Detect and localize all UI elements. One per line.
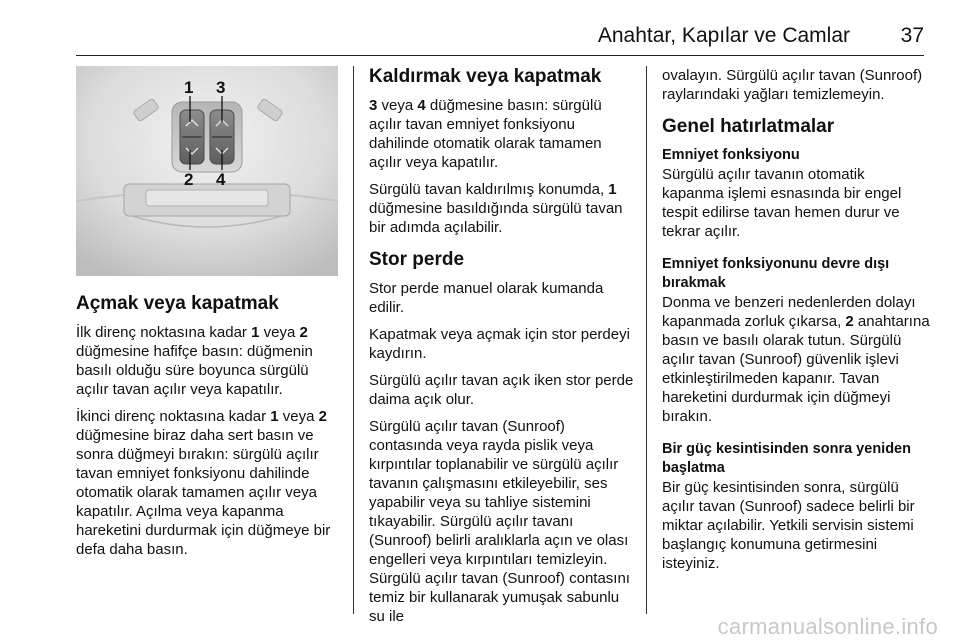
callout-1: 1 [184, 78, 194, 97]
text: düğmesine biraz daha sert basın ve sonra düğmeyi bırakın: sürgülü açılır tavan emniyet fonksiyonu dahilinde otomatik olarak tamamen açılır veya kapatılır. Açılma veya kapanma hareketini durdurmak için düğmeye bir defa daha basın. [76, 427, 331, 558]
watermark: carmanualsonline.info [717, 614, 938, 639]
column-1 [76, 293, 344, 567]
section-heading-sunshade: Stor perde [369, 249, 465, 270]
paragraph: Sürgülü açılır tavan açık iken stor perde daima açık olur. [369, 372, 634, 408]
paragraph: Stor perde manuel olarak kumanda edilir. [369, 280, 604, 316]
button-ref: 1 [251, 324, 260, 341]
subheading-safety-function: Emniyet fonksiyonu [662, 147, 800, 163]
text: veya [259, 324, 300, 341]
column-3 [662, 66, 930, 581]
button-ref: 4 [417, 97, 426, 114]
callout-2: 2 [184, 170, 194, 189]
paragraph-continued: ovalayın. Sürgülü açılır tavan (Sunroof) raylarındaki yağları temizlemeyin. [662, 67, 923, 103]
text: düğmesine basın: sürgülü açılır tavan emniyet fonksiyonu dahilinde otomatik olarak tamamen açılır veya kapatılır. [369, 97, 602, 171]
text: Sürgülü tavan kaldırılmış konumda, [369, 181, 609, 198]
button-ref: 1 [270, 408, 279, 425]
column-divider-2 [646, 66, 647, 614]
button-ref: 3 [369, 97, 378, 114]
text: düğmesine hafifçe basın: düğmenin basılı olduğu süre boyunca sürgülü açılır tavan açılır veya kapatılır. [76, 343, 313, 398]
sunroof-switch-figure [76, 66, 338, 276]
section-heading-raise-close: Kaldırmak veya kapatmak [369, 66, 602, 87]
section-heading-open-close: Açmak veya kapatmak [76, 293, 279, 314]
header-rule [76, 55, 924, 56]
text: düğmesine basıldığında sürgülü tavan bir adımda açılabilir. [369, 200, 623, 236]
paragraph [369, 96, 637, 172]
paragraph [76, 407, 344, 559]
page-number: 37 [900, 24, 924, 47]
column-divider-1 [353, 66, 354, 614]
button-ref: 2 [318, 408, 327, 425]
paragraph [76, 323, 344, 399]
column-2 [369, 66, 637, 634]
paragraph: Bir güç kesintisinden sonra, sürgülü açılır tavan (Sunroof) sadece belirli bir miktar açılabilir. Yetkili servisin sistemi başlangıç konumuna getirmesini isteyiniz. [662, 479, 915, 572]
text: İlk direnç noktasına kadar [76, 324, 252, 341]
text: Donma ve benzeri nedenlerden dolayı kapanmada zorluk çıkarsa, [662, 294, 916, 330]
paragraph [662, 293, 930, 426]
button-ref: 2 [845, 313, 854, 330]
text: veya [278, 408, 319, 425]
text: İkinci direnç noktasına kadar [76, 408, 271, 425]
paragraph: Kapatmak veya açmak için stor perdeyi kaydırın. [369, 326, 630, 362]
callout-3: 3 [216, 78, 226, 97]
page-header [0, 0, 960, 60]
text: anahtarına basın ve basılı olarak tutun. Sürgülü açılır tavan (Sunroof) güvenlik işlevi etkinleştirilmeden kapanır. Tavan hareketini durdurmak için düğmeyi bırakın. [662, 313, 930, 425]
switch-panel-illustration [76, 66, 338, 276]
button-ref: 2 [299, 324, 308, 341]
section-heading-general-notes: Genel hatırlatmalar [662, 116, 835, 137]
subheading-restart-after-power-loss: Bir güç kesintisinden sonra yeniden başlatma [662, 441, 911, 476]
subheading-disable-safety: Emniyet fonksiyonunu devre dışı bırakmak [662, 256, 890, 291]
paragraph [369, 180, 637, 237]
button-ref: 1 [608, 181, 617, 198]
paragraph: Sürgülü açılır tavan (Sunroof) contasında veya rayda pislik veya kırpıntılar toplanabilir ve sürgülü açılır tavanın çalışmasını etkileyebilir, ses yapabilir veya su tahliye sistemini tıkayabilir. Sürgülü açılır tavanı (Sunroof) belirli aralıklarla açın ve olası engelleri veya kırpıntıları temizleyin. Sürgülü açılır tavan (Sunroof) contasını temiz bir kullanarak yumuşak sabunlu su ile [369, 418, 630, 625]
paragraph: Sürgülü açılır tavanın otomatik kapanma işlemi esnasında bir engel tespit edilirse tavan hemen durur ve tekrar açılır. [662, 166, 902, 240]
callout-4: 4 [216, 170, 226, 189]
text: veya [377, 97, 418, 114]
running-title: Anahtar, Kapılar ve Camlar [597, 24, 850, 47]
